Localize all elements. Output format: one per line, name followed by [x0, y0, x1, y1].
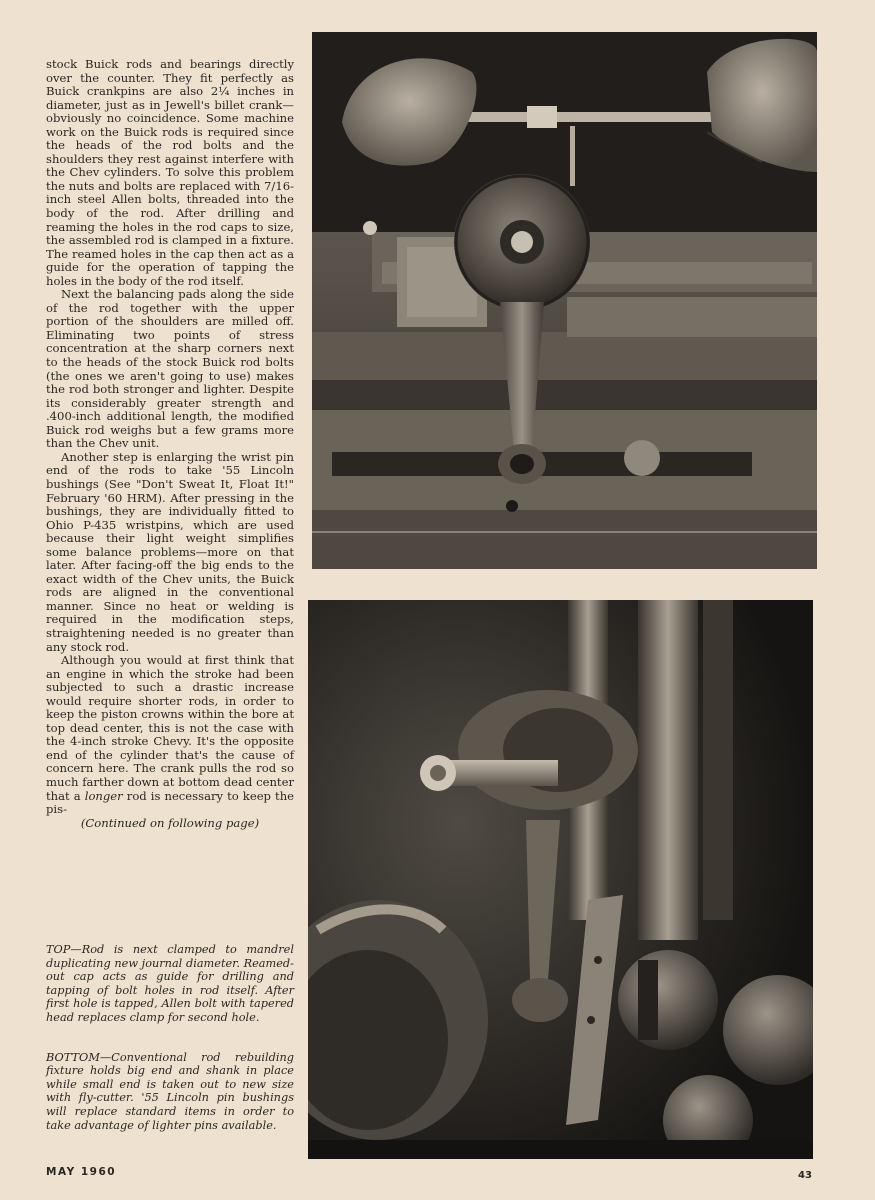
article-paragraph: stock Buick rods and bearings directly over the counter. They fit perfectly as Buick crankpins are also 2¼ inches in diameter, just as in Jewell's billet crank—obviously no coincidence. Some machine work on the Buick rods is required since the heads of the rod bolts and the shoulders they rest against interfere with the Chev cylinders. To solve this problem the nuts and bolts are replaced with 7/16-inch steel Allen bolts, threaded into the body of the rod. After drilling and reaming the holes in the rod caps to size, the assembled rod is clamped in a fixture. The reamed holes in the cap then act as a guide for the operation of tapping the holes in the body of the rod itself. [46, 57, 294, 288]
photo-rod-fixture [308, 600, 813, 1159]
photo-rod-mandrel [312, 32, 817, 569]
paragraph-text: Although you would at first think that an engine in which the stroke had been subjected to such a drastic increase would require shorter rods, in order to keep the piston crowns within the bore at top dead center, this is not the case with the 4-inch stroke Chevy. It's the opposite end of the cylinder that's the cause of concern here. The crank pulls the rod so much farther down at bottom dead center that a [46, 653, 294, 803]
article-body [46, 58, 294, 830]
continued-note: (Continued on following page) [80, 815, 260, 830]
paragraph-text: rod is necessary to keep the pis- [46, 788, 295, 817]
article-paragraph: Another step is enlarging the wrist pin end of the rods to take '55 Lincoln bushings (See "Don't Sweat It, Float It!" February '60 HRM). After pressing in the bushings, they are individually fitted to Ohio P-435 wristpins, which are used because their light weight simplifies some balance problems—more on that later. After facing-off the big ends to the exact width of the Chev units, the Buick rods are aligned in the conventional manner. Since no heat or welding is required in the modification steps, straightening needed is no greater than any stock rod. [46, 449, 294, 654]
photo-rod-mandrel-image [312, 32, 817, 569]
photo-captions [46, 943, 294, 1158]
page-number: 43 [798, 1170, 812, 1181]
article-paragraph: Next the balancing pads along the side of the rod together with the upper portion of the shoulders are milled off. Eliminating two points of stress concentration at the sharp corners next to the heads of the stock Buick rod bolts (the ones we aren't going to use) makes the rod both stronger and lighter. Despite its considerably greater strength and .400-inch additional length, the modified Buick rod weighs but a few grams more than the Chev unit. [46, 287, 294, 451]
photo-rod-fixture-image [308, 600, 813, 1159]
caption-top: TOP—Rod is next clamped to mandrel duplicating new journal diameter. Reamed-out cap acts as guide for drilling and tapping of bolt holes in rod itself. After first hole is tapped, Allen bolt with tapered head replaces clamp for second hole. [46, 943, 294, 1024]
caption-bottom: BOTTOM—Conventional rod rebuilding fixture holds big end and shank in place while small end is taken out to new size with fly-cutter. '55 Lincoln pin bushings will replace standard items in order to take advantage of lighter pins available. [46, 1050, 294, 1132]
emphasis-text: longer [84, 788, 123, 803]
article-paragraph-last [46, 654, 294, 817]
issue-date: MAY 1960 [46, 1166, 117, 1178]
